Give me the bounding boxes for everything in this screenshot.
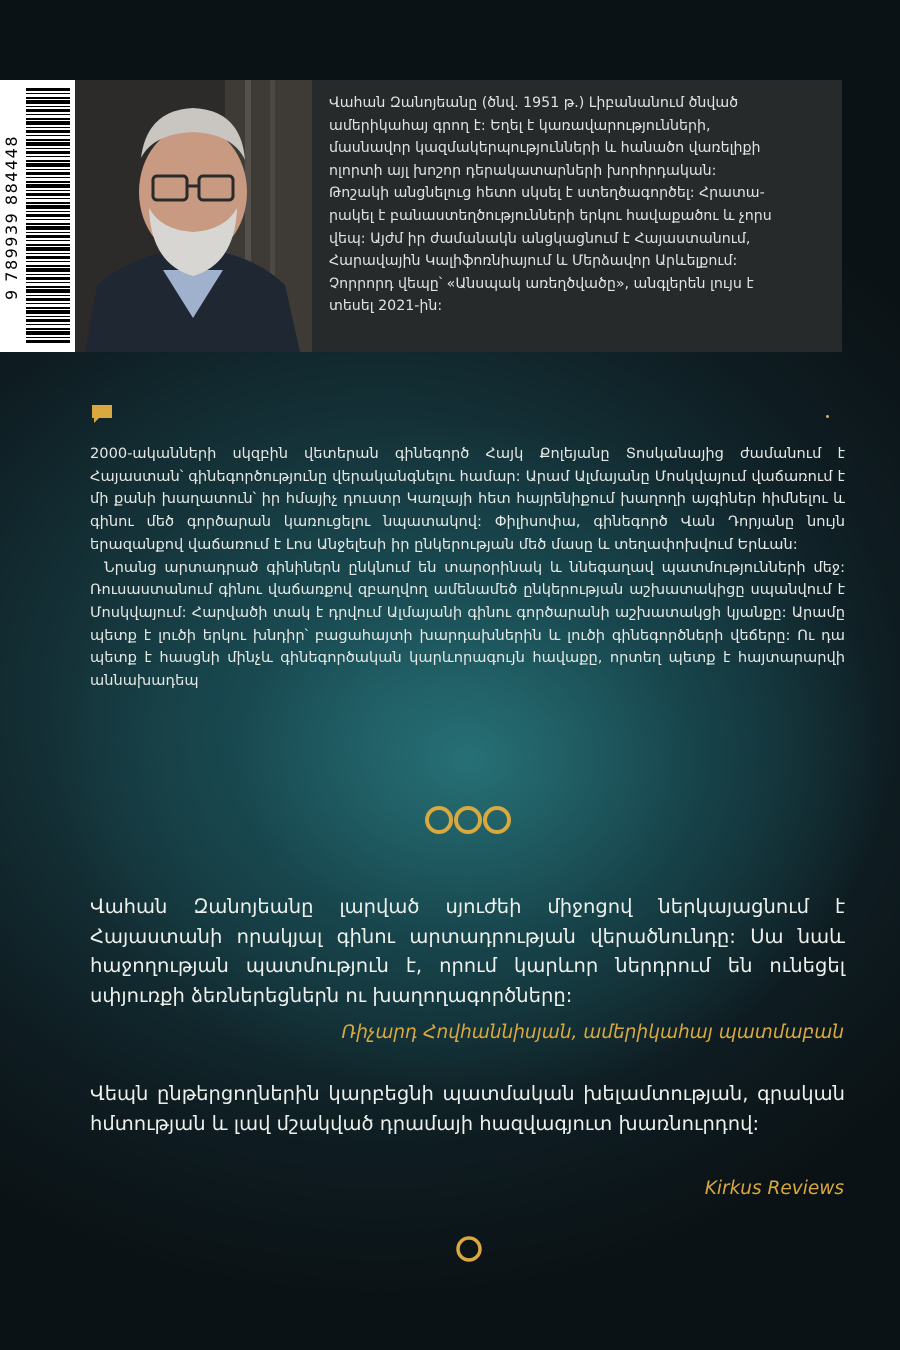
synopsis-line: գինու գործարանի աշխատակցի կյանքը: Արամը պետք է լուծի երկու խնդիր՝ բացահայտի xyxy=(90,603,845,644)
synopsis-paragraph xyxy=(90,557,845,693)
bio-line: րակել է բանաստեղծությունների երկու հավաքածու և չորս xyxy=(329,207,772,224)
synopsis-line: Վան Դորյանը նույն երազանքով վաճառում է Լոս Անջելեսի իր ընկերության մեծ մասը և xyxy=(90,513,845,553)
bio-line: Հարավային Կալիֆոռնիայում և Մերձավոր Արևելքում: xyxy=(329,253,738,270)
synopsis-line: գինեգործական կարևորագույն հավաքը, որտեղ պետք է հայտարարվի աննախադեպ xyxy=(90,649,845,690)
review-quote xyxy=(90,892,845,1010)
bio-line: մասնավոր կազմակերպությունների և հանածո վառելիքի xyxy=(329,140,761,157)
bio-line: Վահան Զանոյեանը (ծնվ. 1951 թ.) Լիբանանում ծնված xyxy=(329,95,739,111)
review-attribution: Ռիչարդ Հովհաննիսյան, ամերիկահայ պատմաբան xyxy=(341,1022,844,1043)
bio-line: տեսել 2021-ին: xyxy=(329,298,443,315)
review-line: խառնուրդով: xyxy=(618,1111,760,1135)
synopsis-line: 2000-ականների սկզբին վետերան գինեգործ Հայկ Քոլեյանը Տոսկանայից ժամանում xyxy=(90,445,822,462)
bio-line: Չորրորդ վեպը՝ «Անսպակ առեղծվածը», անգլերեն լույս է xyxy=(329,275,754,292)
synopsis-line: վաճառում է մի քանի խաղատուն՝ իր հմայիչ դուստր Կառլայի հետ հայրենիքում խաղողի xyxy=(90,467,845,508)
synopsis-paragraph xyxy=(90,443,845,557)
three-rings-ornament xyxy=(424,802,512,838)
decorative-dot xyxy=(826,415,829,418)
synopsis-line: այգիներ հիմնելու և գինու մեծ գործարան կառուցելու նպատակով: Փիլիսոփա, գինեգործ xyxy=(90,490,845,531)
isbn-barcode xyxy=(0,80,75,352)
bio-line: վեպ: Այժմ իր ժամանակն անցկացնում է Հայաստանում, xyxy=(329,230,751,247)
barcode-bars xyxy=(26,88,70,344)
author-photo xyxy=(75,80,312,352)
end-ring-ornament xyxy=(454,1234,484,1264)
synopsis-line: Նրանց արտադրած գինիներն ընկնում են տարօրինակ և ննեգաղավ xyxy=(104,558,654,576)
bio-line: ոլորտի այլ խոշոր դերակատարների խորհրդական: xyxy=(329,162,717,179)
synopsis xyxy=(90,443,845,693)
bio-line: Թոշակի անցնելուց հետո սկսել է ստեղծագործել: Հրատա- xyxy=(329,185,765,202)
isbn-digits: 9 789939 884448 xyxy=(2,134,21,300)
review-line: Վահան Զանոյեանը լարված սյուժեի միջոցով ներկայացնում է xyxy=(90,895,845,918)
review-line: Վեպն ընթերցողներին կարբեցնի պատմական խելամտության, xyxy=(90,1082,749,1105)
synopsis-line: տեղափոխվում Երևան: xyxy=(614,535,798,553)
speech-bubble-icon xyxy=(90,403,114,425)
bio-line: ամերիկահայ գրող է: Եղել է կառավարությունների, xyxy=(329,117,711,134)
review-line: հաջողության պատմություն է, որում կարևոր ներդրում են ունեցել xyxy=(90,954,845,977)
synopsis-line: խարդախներին և լուծի գինեգործների վեճերը: Ու դա պետք է հասցնի մինչև xyxy=(90,626,845,667)
review-line: սփյուռքի ձեռներեցներն ու խաղողագործները: xyxy=(90,983,573,1007)
synopsis-line: ընկերության աշխատակիցը սպանվում է Մոսկվայում: Հարվածի տակ է դրվում Ալմայանի xyxy=(90,581,846,621)
synopsis-line: է Հայաստան՝ գինեգործությունը վերականգնելու համար: Արամ Ալմայանը Մոսկվայում xyxy=(90,445,845,485)
review-attribution: Kirkus Reviews xyxy=(704,1178,844,1199)
review-quote xyxy=(90,1079,845,1138)
author-bio xyxy=(329,92,835,318)
synopsis-line: պատմությունների մեջ: Ռուսաստանում գինու վաճառքով զբաղվող ամենամեծ xyxy=(90,558,846,599)
review-line: Հայաստանի որակյալ գինու արտադրության վերածնունդը: Սա նաև xyxy=(90,924,845,948)
review-line: գրական հմտության և լավ մշակված դրամայի հազվագյուտ xyxy=(90,1082,845,1135)
